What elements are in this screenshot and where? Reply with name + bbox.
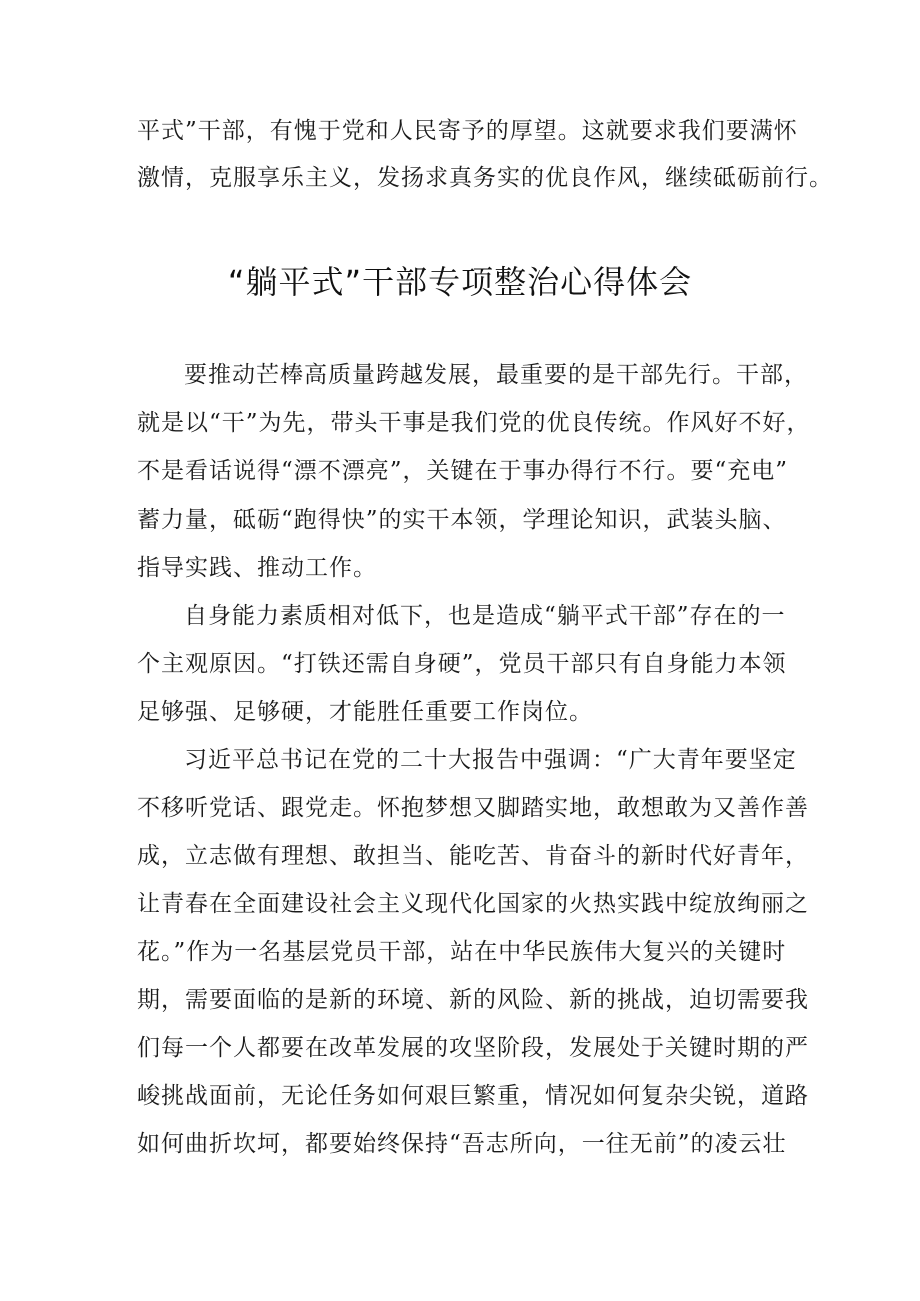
paragraph-1-line: 就是以“干”为先，带头干事是我们党的优良传统。作风好不好，	[137, 410, 811, 436]
intro-line: 激情，克服享乐主义，发扬求真务实的优良作风，继续砥砺前行。	[137, 165, 833, 191]
paragraph-3-line: 们每一个人都要在改革发展的攻坚阶段，发展处于关键时期的严	[137, 1035, 809, 1061]
paragraph-1-line: 不是看话说得“漂不漂亮”，关键在于事办得行不行。要“充电”	[137, 458, 789, 484]
paragraph-3-line: 如何曲折坎坷，都要始终保持“吾志所向，一往无前”的凌云壮	[137, 1131, 787, 1157]
paragraph-3-line: 期，需要面临的是新的环境、新的风险、新的挑战，迫切需要我	[137, 987, 809, 1013]
intro-line: 平式”干部，有愧于党和人民寄予的厚望。这就要求我们要满怀	[137, 118, 798, 144]
paragraph-1-line: 要推动芒棒高质量跨越发展，最重要的是干部先行。干部，	[184, 362, 808, 388]
paragraph-3-line: 峻挑战面前，无论任务如何艰巨繁重，情况如何复杂尖锐，道路	[137, 1083, 809, 1109]
paragraph-1-line: 蓄力量，砥砺“跑得快”的实干本领，学理论知识，武装头脑、	[137, 507, 787, 533]
paragraph-2-line: 个主观原因。“打铁还需自身硬”，党员干部只有自身能力本领	[137, 651, 787, 677]
paragraph-3-line: 习近平总书记在党的二十大报告中强调：“广大青年要坚定	[184, 747, 797, 773]
paragraph-3-line: 让青春在全面建设社会主义现代化国家的火热实践中绽放绚丽之	[137, 891, 809, 917]
paragraph-3-line: 花。”作为一名基层党员干部，站在中华民族伟大复兴的关键时	[137, 939, 787, 965]
paragraph-3-line: 不移听党话、跟党走。怀抱梦想又脚踏实地，敢想敢为又善作善	[137, 795, 809, 821]
page-title: “躺平式”干部专项整治心得体会	[227, 263, 693, 301]
paragraph-2-line: 自身能力素质相对低下，也是造成“躺平式干部”存在的一	[184, 603, 786, 629]
paragraph-2-line: 足够强、足够硬，才能胜任重要工作岗位。	[137, 699, 593, 725]
paragraph-3-line: 成，立志做有理想、敢担当、能吃苦、肯奋斗的新时代好青年，	[137, 843, 809, 869]
paragraph-1-line: 指导实践、推动工作。	[137, 555, 377, 581]
